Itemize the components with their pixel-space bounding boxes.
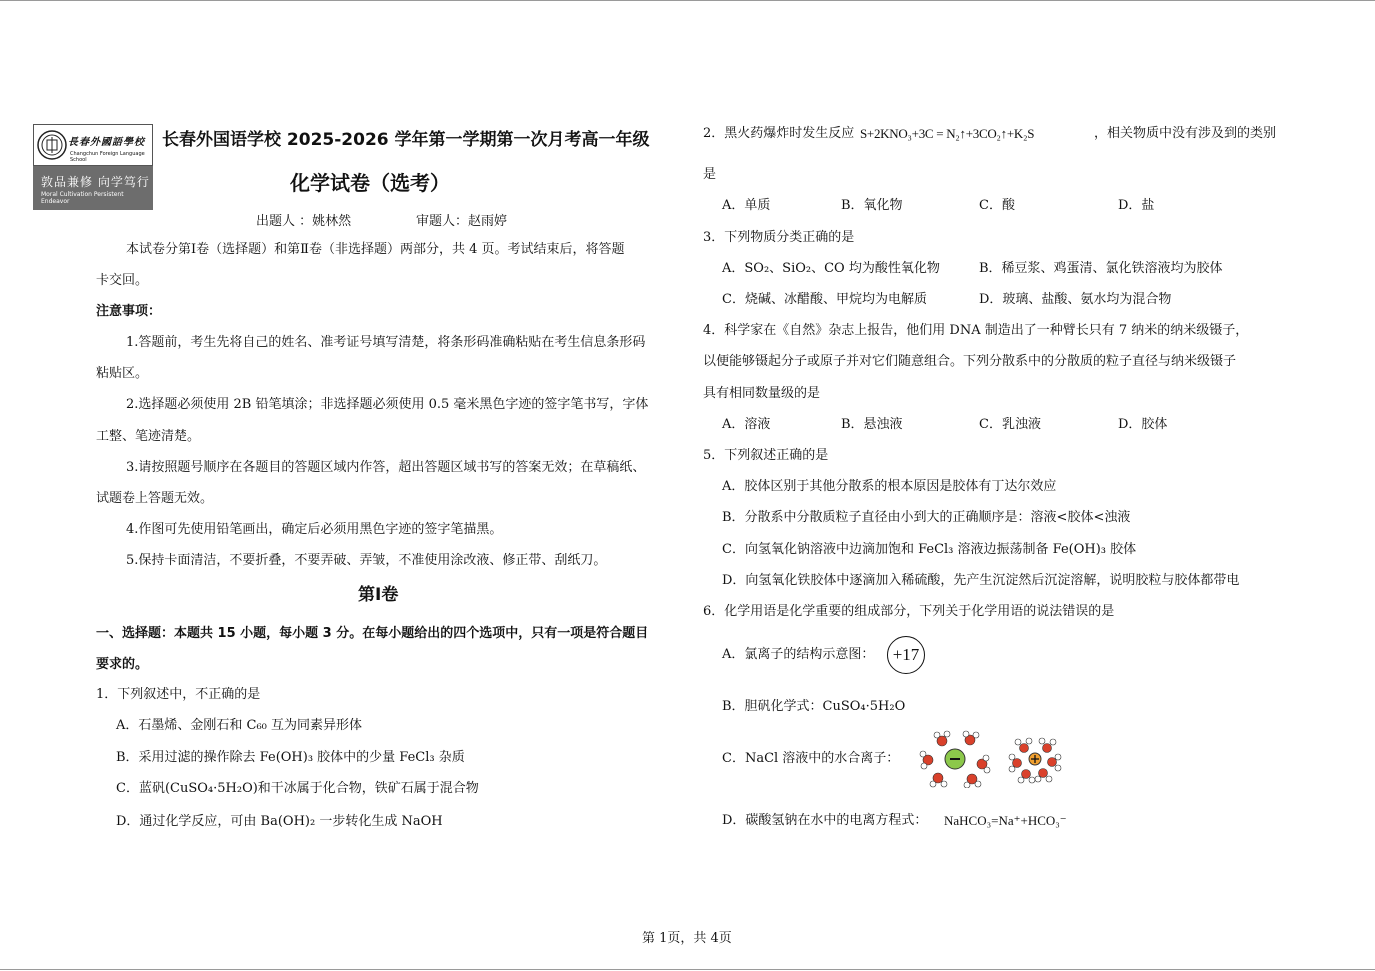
q4-option-c: C．乳浊液 — [979, 417, 1041, 432]
logo-top — [33, 124, 153, 166]
logo-english-name: Changchun Foreign Language School — [70, 151, 145, 163]
q5-option-b: B．分散系中分散质粒子直径由小到大的正确顺序是：溶液<胶体<浊液 — [722, 510, 1131, 525]
exam-subtitle: 化学试卷（选考） — [290, 171, 450, 195]
q2-option-b: B．氧化物 — [841, 198, 903, 213]
school-emblem-icon — [37, 128, 67, 162]
school-logo — [33, 124, 153, 210]
q6-option-a: A．氯离子的结构示意图： — [722, 647, 875, 662]
q4-stem-c: 具有相同数量级的是 — [703, 386, 821, 401]
q4-stem-b: 以便能够镊起分子或原子并对它们随意组合。下列分散系中的分散质的粒子直径与纳米级镊子 — [703, 354, 1237, 369]
reviewer: 审题人：赵雨婷 — [416, 214, 508, 229]
note-2a: 2.选择题必须使用 2B 铅笔填涂；非选择题必须使用 0.5 毫米黑色字迹的签字笔书写，字体 — [126, 397, 649, 412]
hydrated-ions-diagram — [916, 726, 1066, 788]
q2-equation: S+2KNO₃+3C = N₂↑+3CO₂↑+K₂S — [860, 126, 1035, 141]
q4-option-b: B．悬浊液 — [841, 417, 903, 432]
logo-motto: 敦品兼修 向学笃行 — [41, 175, 150, 189]
q3-option-d: D．玻璃、盐酸、氨水均为混合物 — [979, 292, 1172, 307]
q2-stem-c: 是 — [703, 167, 717, 182]
hydrated-chloride-ion — [920, 731, 990, 788]
logo-motto-band — [33, 166, 153, 210]
page-number: 第 1页，共 4页 — [642, 931, 732, 946]
section-1-heading-a: 一、选择题：本题共 15 小题，每小题 3 分。在每小题给出的四个选项中，只有一项是符合题目 — [96, 626, 649, 641]
logo-name: 長春外國語學校 — [68, 137, 145, 148]
section-1-title: 第Ⅰ卷 — [358, 585, 399, 605]
q3-stem: 3．下列物质分类正确的是 — [703, 230, 855, 245]
q4-option-d: D．胶体 — [1118, 417, 1168, 432]
q1-option-d: D．通过化学反应，可由 Ba(OH)₂ 一步转化生成 NaOH — [116, 814, 443, 829]
q6-d-equation: NaHCO₃=Na⁺+HCO₃⁻ — [944, 813, 1067, 828]
note-3b: 试题卷上答题无效。 — [96, 491, 214, 506]
note-5: 5.保持卡面清洁，不要折叠，不要弄破、弄皱，不准使用涂改液、修正带、刮纸刀。 — [126, 553, 607, 568]
notes-heading: 注意事项： — [96, 304, 162, 319]
q1-option-b: B．采用过滤的操作除去 Fe(OH)₃ 胶体中的少量 FeCl₃ 杂质 — [116, 750, 465, 765]
section-1-heading-b: 要求的。 — [96, 657, 149, 672]
bottom-border — [0, 969, 1375, 970]
q6-stem: 6．化学用语是化学重要的组成部分，下列关于化学用语的说法错误的是 — [703, 604, 1115, 619]
note-4: 4.作图可先使用铅笔画出，确定后必须用黑色字迹的签字笔描黑。 — [126, 522, 503, 537]
intro-line-1: 本试卷分第Ⅰ卷（选择题）和第Ⅱ卷（非选择题）两部分，共 4 页。考试结束后，将答题 — [126, 242, 625, 257]
note-1b: 粘贴区。 — [96, 366, 149, 381]
q6-option-d: D．碳酸氢钠在水中的电离方程式： — [722, 813, 928, 828]
hydrated-sodium-ion — [1009, 738, 1061, 783]
q2-option-c: C．酸 — [979, 198, 1015, 213]
q4-option-a: A．溶液 — [722, 417, 771, 432]
q1-option-a: A．石墨烯、金刚石和 C₆₀ 互为同素异形体 — [116, 718, 363, 733]
note-1a: 1.答题前，考生先将自己的姓名、准考证号填写清楚，将条形码准确粘贴在考生信息条形码 — [126, 335, 646, 350]
q3-option-a: A．SO₂、SiO₂、CO 均为酸性氧化物 — [722, 261, 940, 276]
q5-option-d: D．向氢氧化铁胶体中逐滴加入稀硫酸，先产生沉淀然后沉淀溶解，说明胶粒与胶体都带电 — [722, 573, 1240, 588]
note-3a: 3.请按照题号顺序在各题目的答题区域内作答，超出答题区域书写的答案无效；在草稿纸、 — [126, 460, 646, 475]
q4-stem-a: 4．科学家在《自然》杂志上报告，他们用 DNA 制造出了一种臂长只有 7 纳米的纳米级镊子， — [703, 323, 1249, 338]
logo-motto-english: Moral Cultivation Persistent Endeavor — [41, 191, 124, 205]
q3-option-c: C．烧碱、冰醋酸、甲烷均为电解质 — [722, 292, 927, 307]
q6-option-c: C．NaCl 溶液中的水合离子： — [722, 751, 900, 766]
chloride-nucleus-diagram: +17 — [887, 636, 925, 674]
exam-title: 长春外国语学校 2025-2026 学年第一学期第一次月考高一年级 — [162, 130, 650, 150]
q1-option-c: C．蓝矾(CuSO₄·5H₂O)和干冰属于化合物，铁矿石属于混合物 — [116, 781, 479, 796]
q6-option-b: B．胆矾化学式：CuSO₄·5H₂O — [722, 699, 906, 714]
q2-stem-a: 2．黑火药爆炸时发生反应 — [703, 126, 855, 141]
q5-option-c: C．向氢氧化钠溶液中边滴加饱和 FeCl₃ 溶液边振荡制备 Fe(OH)₃ 胶体 — [722, 542, 1137, 557]
q5-stem: 5．下列叙述正确的是 — [703, 448, 829, 463]
author: 出题人 ：姚林然 — [256, 214, 352, 229]
top-border — [0, 0, 1375, 1]
q2-option-d: D．盐 — [1118, 198, 1155, 213]
intro-line-2: 卡交回。 — [96, 273, 149, 288]
note-2b: 工整、笔迹清楚。 — [96, 429, 201, 444]
q5-option-a: A．胶体区别于其他分散系的根本原因是胶体有丁达尔效应 — [722, 479, 1057, 494]
q2-stem-b: ，相关物质中没有涉及到的类别 — [1094, 126, 1277, 141]
q1-stem: 1．下列叙述中，不正确的是 — [96, 687, 261, 702]
q2-option-a: A．单质 — [722, 198, 771, 213]
q3-option-b: B．稀豆浆、鸡蛋清、氯化铁溶液均为胶体 — [979, 261, 1223, 276]
